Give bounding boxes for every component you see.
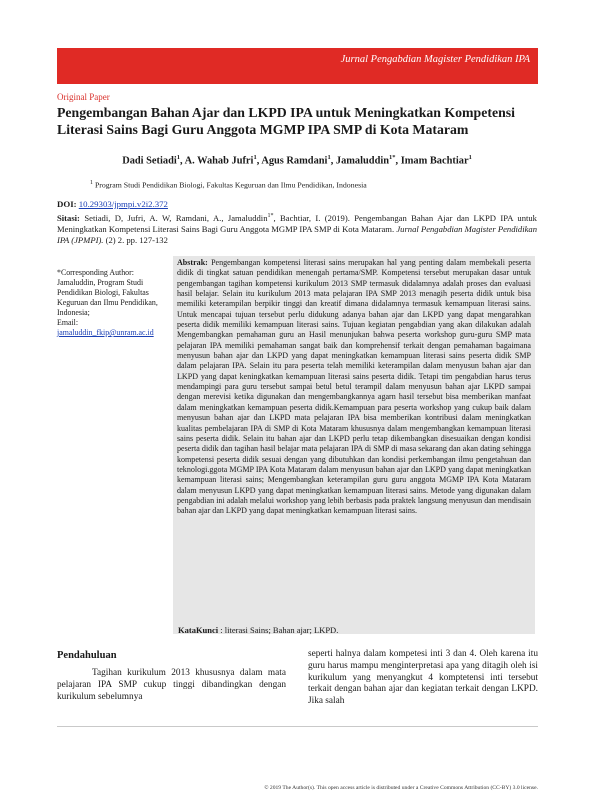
abstract-box xyxy=(173,256,535,634)
keywords-label: KataKunci xyxy=(178,625,219,635)
article-type: Original Paper xyxy=(57,92,110,102)
keywords xyxy=(178,625,338,635)
author-list: Dadi Setiadi$^1$, A. Wahab Jufri$^1$, Agus Ramdani$^1$, Jamaluddin$^{1*}$, Imam Bachtiar$^1$ xyxy=(122,154,472,167)
author-name: Jamaluddin xyxy=(335,155,390,167)
corresponding-author: *Corresponding Author: Jamaluddin, Program Studi Pendidikan Biologi, Fakultas Keguruan dan Ilmu Pendidikan, Indonesia; Email: jamaluddin_fkip@unram.ac.id xyxy=(57,268,158,337)
doi-link[interactable]: 10.29303/jpmpi.v2i2.372 xyxy=(78,199,168,209)
affiliation-text: Program Studi Pendidikan Biologi, Fakultas Keguruan dan Ilmu Pendidikan, Indonesia xyxy=(94,180,367,190)
author-name: A. Wahab Jufri xyxy=(184,155,254,167)
author-affiliation-mark: 1 xyxy=(253,154,257,161)
author-affiliation-mark: 1 xyxy=(468,154,472,161)
affiliation xyxy=(90,180,367,190)
keywords-text: : literasi Sains; Bahan ajar; LKPD. xyxy=(220,625,339,635)
abstract-label: Abstrak: xyxy=(177,258,208,267)
doi-label: DOI: xyxy=(57,199,77,209)
author-affiliation-mark: 1 xyxy=(176,154,180,161)
journal-title: Jurnal Pengabdian Magister Pendidikan IPA xyxy=(340,54,530,65)
intro-right-column: seperti halnya dalam kompetesi inti 3 dan 4. Oleh karena itu guru harus mampu menginterpretasi apa yang ditagih oleh isi kurikulum yang menyangkut 4 komptetensi inti tersebut terkait dengan bahan ajar dan kegiatan terkait dengan LKPD. Jika salah xyxy=(308,649,538,707)
abstract-text: Pengembangan kompetensi literasi sains merupakan hal yang penting dalam membekali peserta didik di tingkat satuan pendidikan menengah pertama/SMP. Kompetensi tersebut merupakan dasar untuk pengembangan tagihan kompetensi kurikulum 2013 SMP termasuk didalamnya adalah proses dan evaluasi hasil belajar. Selain itu kurikulum 2013 mata pelajaran IPA SMP 2013 menagih peserta didik untuk bisa memiliki keterampilan berpikir tinggi dan kreatif dimana didalamnya termasuk kemampuan literasi sains. Untuk mencapai tujuan tersebut perlu didukung adanya bahan ajar dan LKPD yang dapat mengarahkan peserta didik memiliki kemampuan literasi sains. Tujuan kegiatan pengabdian yang akan dilakukan adalah Mengembangkan pemahaman guru an Hasil menunjukan bahwa peserta workshop guru-guru SMP mata pelajaran IPA memiliki pemahaman sangat baik dan komprehensif terkait dengan pemahaman bagaimana menyusun bahan ajar dan LKPD yang dapat meningkatkan kemampuan literasi sains peserta didik SMP dalam pelajaran IPA. Selain itu para peserta telah memiliki keterampilan dalam menyusun bahan ajar dan LKPD yang dapat keningkatkan kemampuan literasi sains peserta didik. Tetapi tim pengabdian harus terus mendampingi para guru tersebut sampai betul betul terampil dalam menyusun bahan ajar LKPD sampai dengan merevisi ketika digunakan dan mengembangkannya agarn hasil tersebut bisa memberikan manfaat dalam meningkatkan kemampuan peserta didik.Kemampuan para peserta workshop yang cukup baik dalam menyusun bahan ajar dan LKPD mata pelajaran IPA bisa memberikan kontribusi dalam meningkatkan kualitas pembelajaran IPA di SMP di Kota Mataram khususnya dalam mengembangkan kemampuan literasi sains peserta didik. Selain itu bahan ajar dan LKPD perlu tetap dikembangkan disesuaikan dengan kondisi peserta didik dan tagihan hasil belajar mata pelajaran IPA di SMP di masa sekarang dan akan dating sehingga kompetensi peserta didik sesuai dengan yang dibutuhkan dan kondisi perkembangan ilmu pengetahuan dan teknologi.ggota MGMP IPA Kota Mataram dalam menyusun bahan ajar dan LKPD yang dapat meningkatkan kemampuan literasi sains; Mengembangkan keterampilan guru guru anggota MGMP IPA Kota Mataram dalam menyusun LKPD yang dapat meningkatkan kemampuan literasi sains. Metode yang digunakan dalam pengabdian ini adalah melalui workshop yang lebih berbasis pada praktek langsung menyusun dan mendisain bahan ajar dan LKPD yang dapat meningkatkan kemampuan literasi sains. xyxy=(177,258,531,516)
citation-journal: Jurnal Pengabdian Magister Pendidikan IPA (JPMPI). xyxy=(57,224,537,246)
abstract xyxy=(177,258,531,517)
email-link[interactable]: jamaluddin_fkip@unram.ac.id xyxy=(57,328,154,337)
license-footer: © 2019 The Author(s). This open access article is distributed under a Creative Commons Attribution (CC-BY) 3.0 license. xyxy=(264,785,538,791)
author-name: Imam Bachtiar xyxy=(400,155,469,167)
author-affiliation-mark: 1 xyxy=(327,154,331,161)
affiliation-mark: 1 xyxy=(90,180,93,186)
citation-label: Sitasi: xyxy=(57,212,80,223)
section-heading: Pendahuluan xyxy=(57,650,117,661)
author-name: Dadi Setiadi xyxy=(122,155,177,167)
citation: Sitasi: Setiadi, D, Jufri, A. W, Ramdani, A., Jamaluddin$^{1*}$, Bachtiar, I. (2019). Pengembangan Bahan Ajar dan LKPD IPA untuk Meningkatkan Kompetensi Literasi Sains Bagi Guru Anggota MGMP IPA SMP di Kota Mataram. Jurnal Pengabdian Magister Pendidikan IPA (JPMPI). (2) 2. pp. 127-132 xyxy=(57,212,537,246)
article-title: Pengembangan Bahan Ajar dan LKPD IPA untuk Meningkatkan Kompetensi Literasi Sains Bagi Guru Anggota MGMP IPA SMP di Kota Mataram xyxy=(57,105,515,137)
journal-banner xyxy=(57,48,538,84)
intro-left-column: Tagihan kurikulum 2013 khususnya dalam mata pelajaran IPA SMP cukup tinggi dibandingkan dengan kurikulum sebelumnya xyxy=(57,668,286,702)
author-name: Agus Ramdani xyxy=(261,155,328,167)
author-affiliation-mark: 1* xyxy=(389,154,396,161)
footer-divider xyxy=(57,726,538,727)
doi-line xyxy=(57,199,168,209)
